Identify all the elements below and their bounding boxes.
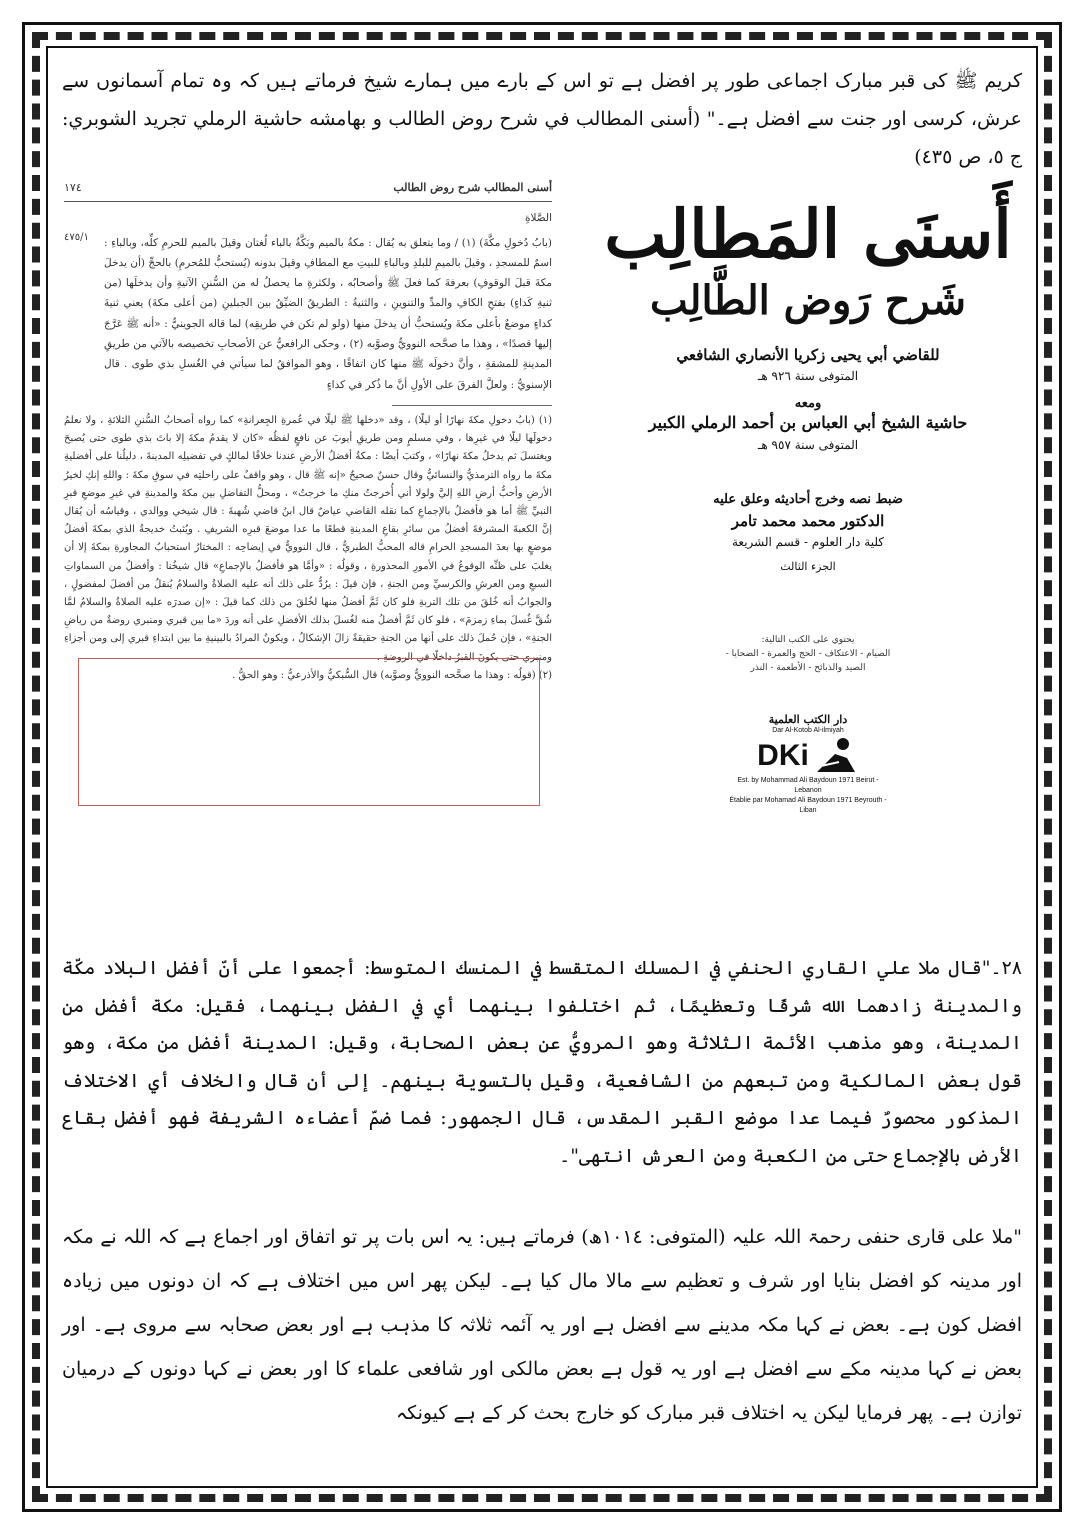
- cover-contents: [594, 633, 1022, 675]
- book-footnote-2: (٢) (قولُه : وهذا ما صحَّحه النوويُّ وصوَّبه) قال السُّبكيُّ والأذرعيُّ : وهو الحقُّ .: [232, 669, 552, 681]
- publisher-name-latin: Dar Al-Kotob Al-ilmiyah: [772, 727, 844, 734]
- cover-part: الجزء الثالث: [780, 560, 836, 573]
- book-body-text: (بابُ دُخولِ مكَّةَ) (١) / وما يتعلق به يُقال : مكةُ بالميم وبَكَّةُ بالباء لُغتان وقيلَ بالميم للحرمِ كلِّه، وبالباءِ : اسمٌ للمسجدِ ، وقيلَ بالميمِ للبلدِ وبالباءِ للبيتِ مع المطافِ وقيلَ بدونه (يُستحبُّ للمُحرمِ) بالحجِّ (أن يدخلَ مكةَ قبلَ الوقوفِ) بعرفةَ كما فعلَ ﷺ وأصحابُه ، ولكثرةِ ما يحصلُ له من السُّننِ الآتيةِ وأن يدخلَها (من ثنيةِ كَداءٍ) بفتحِ الكافِ والمدِّ والتنوينِ ، والثنيةُ : الطريقُ الضيِّقُ بين الجبلينِ (من أعلى مكةَ) يعني ثنيةَ كداءٍ موضعٌ بأعلى مكةَ ويُستحبُّ أن يدخلَ منها (ولو لم تكن في طريقِه) لما قاله الجوينيُّ : «أنه ﷺ عَرَّجَ إليها قصدًا» ، وهذا ما صحَّحه النوويُّ وصوَّبه (٢) ، وحكى الرافعيُّ عن الأصحابِ تخصيصه بالآتي من طريقِ المدينةِ للمشقةِ ، وأنَّ دخولَه ﷺ منها كان اتفاقًا ، وهو الموافقُ لما سيأتي في الغُسلِ بذي طوى . قال الإسنويُّ : ولعلَّ الفرقَ على الأولِ أنَّ ما ذُكر في كداءٍ: [104, 236, 552, 391]
- cover-faculty: كلية دار العلوم - قسم الشريعة: [731, 535, 885, 549]
- reader-icon: [813, 736, 859, 776]
- cover-contents-line-2: الصيد والذبائح - الأطعمة - النذر: [750, 663, 866, 673]
- book-page: [64, 178, 552, 938]
- book-cover: [594, 178, 1022, 938]
- book-ref-number: ٤٧٥/١: [64, 232, 89, 243]
- cover-contents-line-1: الصيام - الاعتكاف - الحج والعمرة - الضحايا -: [725, 649, 891, 659]
- urdu-intro-paragraph: کریم ﷺ کی قبر مبارک اجماعی طور پر افضل ہے تو اس کے بارے میں ہمارے شیخ فرماتے ہیں کہ وہ تمام آسمانوں سے عرش، کرسی اور جنت سے افضل ہے۔" (أسنى المطالب في شرح روض الطالب و بهامشه حاشية الرملي تجريد الشوبري: ج ٥، ص ٤٣٥): [62, 70, 1022, 168]
- cover-hashiya-death: المتوفى سنة ٩٥٧ هـ: [757, 438, 859, 452]
- cover-author: للقاضي أبي يحيى زكريا الأنصاري الشافعي: [676, 346, 940, 364]
- book-section-word: الصَّلاةِ: [525, 212, 552, 225]
- arabic-quote-paragraph: ٢٨۔"قال ملا علي القاري الحنفي في المسلك المتقسط في المنسك المتوسط: أجمعوا على أنّ أفضل البلاد مكّة والمدينة زادهما الله شرفًا وتعظيمًا، ثم اختلفوا بينهما أي في الفضل بينهما، فقيل: مكة أفضل من المدينة، وهو مذهب الأئمة الثلاثة وهو المرويُّ عن بعض الصحابة، وقيل: المدينة أفضل من مكة، وهو قول بعض المالكية ومن تبعهم من الشافعية، وقيل بالتسوية بينهم۔ إلى أن قال والخلاف أي الاختلاف المذكور محصورٌ فيما عدا موضع القبر المقدس، قال الجمهور: فما ضمّ أعضاءه الشريفة فهو أفضل بقاع الأرض بالإجماع حتى من الكعبة ومن العرش انتهى"۔: [62, 957, 1022, 1167]
- publisher-est-fr: Établie par Mohamad Ali Baydoun 1971 Beyrouth - Liban: [729, 797, 887, 814]
- scanned-book-image: [64, 178, 1022, 938]
- cover-editor: الدكتور محمد محمد تامر: [731, 512, 885, 530]
- cover-with: ومعه: [794, 396, 822, 411]
- cover-title: أَسنَى المَطالِب: [604, 195, 1012, 273]
- cover-author-death: المتوفى سنة ٩٢٦ هـ: [757, 369, 859, 383]
- highlight-box: [78, 658, 540, 806]
- cover-hashiya: حاشية الشيخ أبي العباس بن أحمد الرملي الكبير: [648, 413, 968, 432]
- book-page-header: [64, 178, 552, 202]
- urdu-translation-paragraph: "ملا علی قاری حنفی رحمۃ اللہ علیہ (المتوفی: ١٠١٤ھ) فرماتے ہیں: یہ اس بات پر تو اتفاق اور اجماع ہے کہ اللہ نے مکہ اور مدینہ کو افضل بنایا اور شرف و تعظیم سے مالا مال کیا ہے۔ لیکن پھر اس میں اختلاف ہے کہ ان دونوں میں زیادہ افضل کون ہے۔ بعض نے کہا مکہ مدینے سے افضل ہے اور یہ آئمہ ثلاثہ کا مذہب ہے اور بعض صحابہ سے مروی ہے۔ اور بعض نے کہا مدینہ مکے سے افضل ہے اور یہ قول ہے بعض مالکی اور شافعی علماء کا اور بعض نے کہا دونوں کے درمیان توازن ہے۔ پھر فرمایا لیکن یہ اختلاف قبر مبارک کو خارج بحث کر کے ہے کیونکہ: [62, 1226, 1022, 1424]
- book-page-number: ١٧٤: [64, 181, 82, 194]
- publisher-est-en: Est. by Mohammad Ali Baydoun 1971 Beirut - Lebanon: [737, 777, 879, 794]
- cover-editor-line: ضبط نصه وخرج أحاديثه وعلق عليه: [713, 492, 903, 507]
- cover-subtitle: شَرح رَوض الطَّالِب: [649, 277, 966, 324]
- publisher-logo: [723, 713, 893, 816]
- footnote-separator: [392, 405, 552, 406]
- publisher-name-arabic: دار الكتب العلمية: [768, 713, 848, 726]
- book-running-title: أسنى المطالب شرح روض الطالب: [393, 181, 552, 194]
- publisher-logo-text: DKi: [757, 739, 809, 772]
- book-footnote-1: (١) (بابُ دخولِ مكةَ نهارًا أو ليلًا) ، وقد «دخلها ﷺ ليلًا في عُمرةِ الجِعرانةِ» كما رواه أصحابُ السُّننِ الثلاثةِ ، ولا نعلمُ دخولَها ليلًا في غيرِها ، وفي مسلمٍ ومن طريقِ أيوبَ عن نافعٍ لفظُه «كان لا يقدمُ مكةَ إلا باتَ بذي طوى حتى يُصبحَ ويغتسلَ ثم يدخلُ مكةَ نهارًا» ، وكتبَ أيضًا : مكةُ أفضلُ الأرضِ عندنا خلافًا لمالكٍ في تفضيلِه المدينةَ ، دليلُنا على أفضليةِ مكةَ ما رواه الترمذيُّ والنسائيُّ وقال حسنٌ صحيحٌ «إنه ﷺ قال ، وهو واقفٌ على راحلتِه في سوقِ مكةَ : واللهِ إنكِ لخيرُ الأرضِ وأحبُّ أرضِ اللهِ إليَّ ولولا أني أُخرجتُ منكِ ما خرجتُ» ، ومحلُّ التفاضلِ بين مكةَ والمدينةِ في غيرِ موضعِ قبرِ النبيِّ ﷺ أما هو فأفضلُ بالإجماعِ كما نقله القاضي عياضٌ قال ابنُ قاضي شُهبةَ : قال شيخي ووالدي ، وقياسُه أن يُقال إنَّ الكعبةَ المشرفةَ أفضلُ من سائرِ بقاعِ المدينةِ قطعًا ما عدا موضعَ قبرِه الشريفِ . ويُثبتُ خديجةُ الذي بمكةَ أفضلُ موضعٍ بها بعدَ المسجدِ الحرامِ قاله المحبُّ الطبريُّ ، قال النوويُّ في إيضاحِه : المختارُ استحبابُ المجاورةِ بمكةَ إلا أن يغلبَ على ظنِّه الوقوعُ في الأمورِ المحذورةِ ، وقولُه : «وأمَّا هو فأفضلُ بالإجماعِ» قال شيخُنا : وأفضلُ من السماواتِ السبعِ ومن العرشِ والكرسيِّ ومن الجنةِ ، فإن قيلَ : يرُدُّ على ذلك أنه عليه الصلاةُ والسلامُ يُنقلُ من أفضلَ لمفضولٍ ، والجوابُ أنه خُلقَ من تلك التربةِ فلو كان ثَمَّ أفضلُ منها لخُلقَ من ذلك كما قيلَ : «إن صدرَه عليه الصلاةُ والسلامُ لمَّا شُقَّ غُسلَ بماءِ زمزمَ» ، فلو كان ثَمَّ أفضلُ منه لغُسلَ بذلك الأفضلِ على أنه وردَ «ما بين قبري ومنبري روضةٌ من رياضِ الجنةِ» ، فإن حُملَ ذلك على أنها من الجنةِ حقيقةً زالَ الإشكالُ ، ويكونُ المرادُ بالبينيةِ ما بين ابتداءِ قبري إلى ومن أجزاءِ ومنبري حتى يكونَ القبرُ داخلًا في الروضةِ .: [64, 414, 552, 663]
- cover-contents-heading: يحتوي على الكتب التالية:: [761, 635, 855, 645]
